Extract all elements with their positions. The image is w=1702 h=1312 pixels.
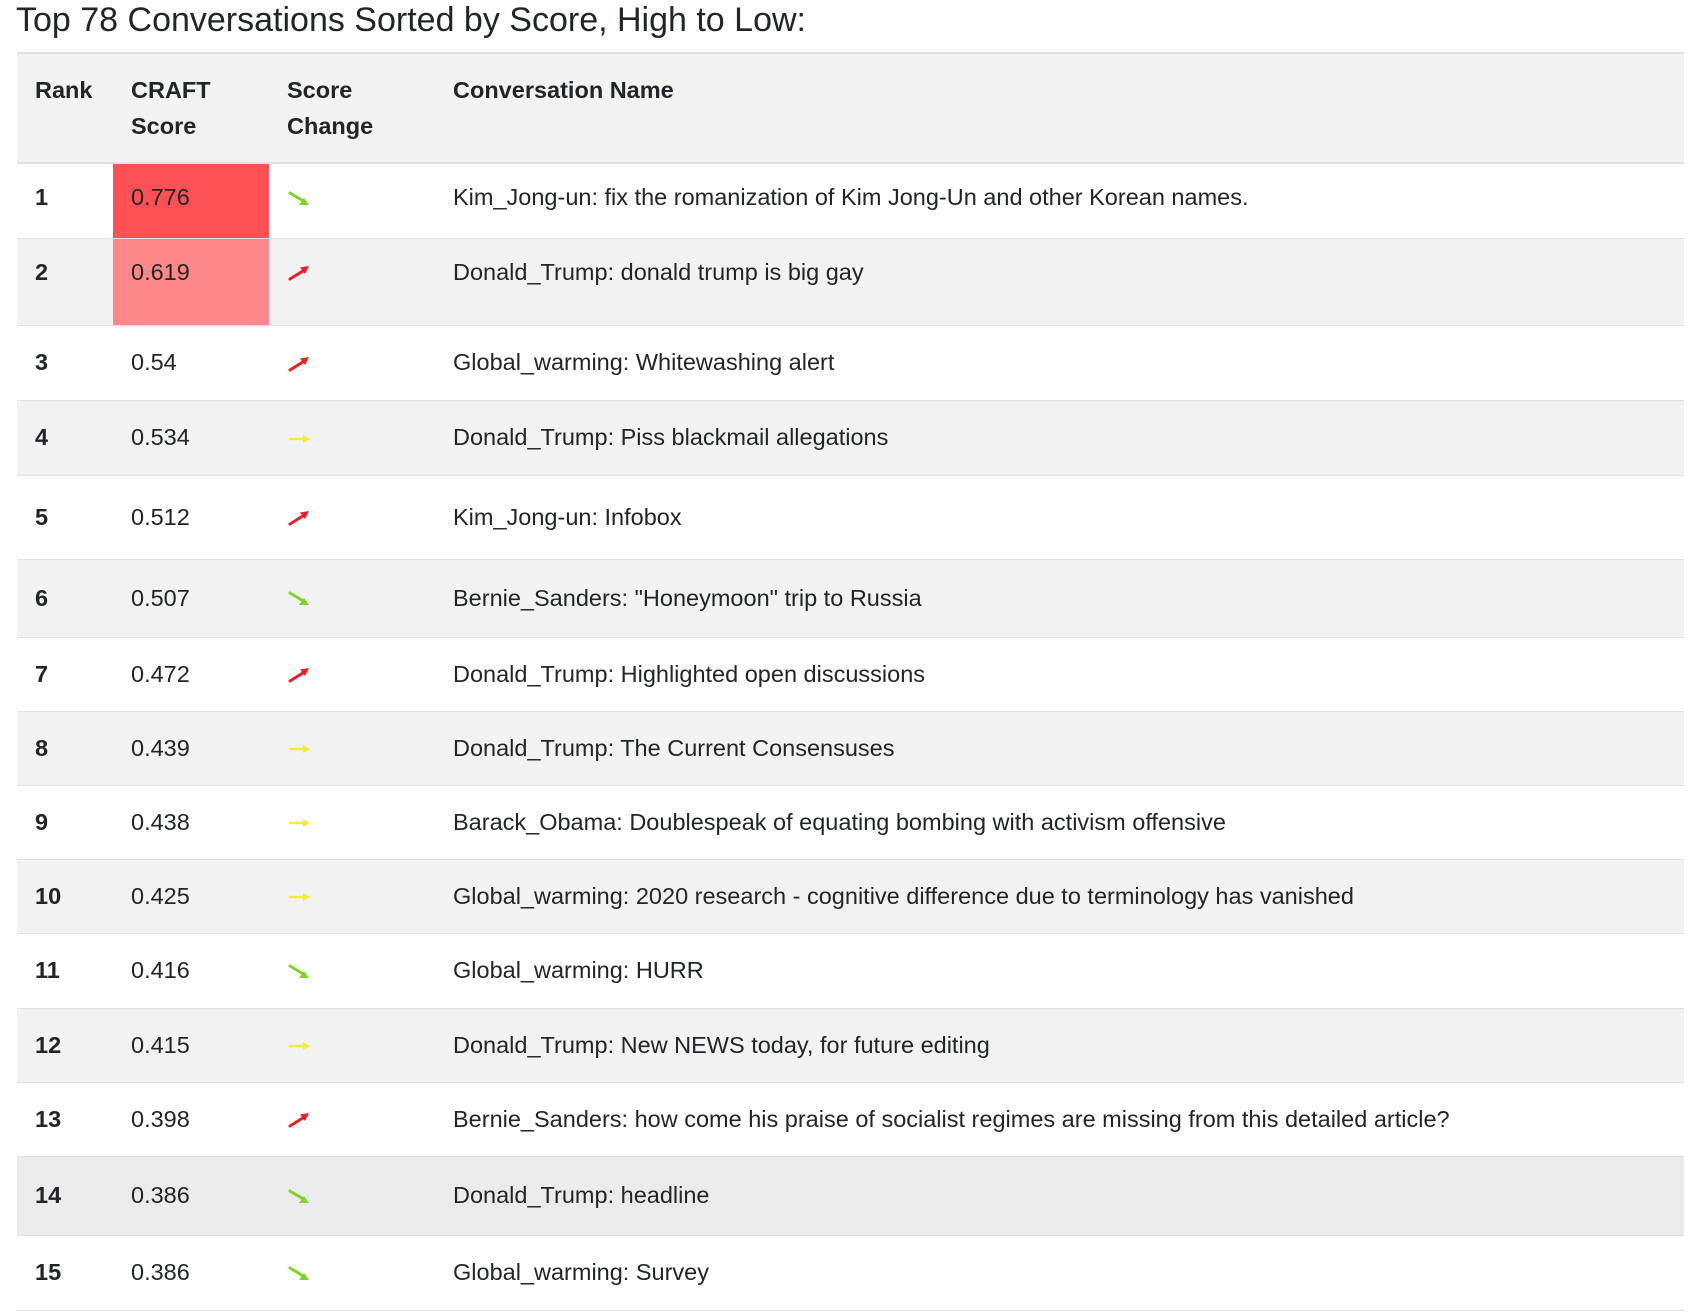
- table-row[interactable]: [17, 785, 1684, 859]
- craft-score-cell: 0.425: [113, 859, 269, 933]
- arrow-up-right-icon: [287, 666, 313, 684]
- craft-score-cell: 0.439: [113, 711, 269, 785]
- craft-score-cell: 0.415: [113, 1008, 269, 1082]
- conversation-name-cell[interactable]: Global_warming: Survey: [435, 1235, 1684, 1310]
- header-rank[interactable]: Rank: [17, 53, 113, 163]
- conversation-name-cell[interactable]: Global_warming: Whitewashing alert: [435, 325, 1684, 400]
- arrow-down-right-icon: [287, 1265, 313, 1283]
- rank-cell: 13: [17, 1082, 113, 1156]
- score-change-cell: [269, 1235, 435, 1310]
- table-row[interactable]: [17, 859, 1684, 933]
- craft-score-cell: 0.398: [113, 1082, 269, 1156]
- rank-cell: 10: [17, 859, 113, 933]
- craft-score-cell: 0.416: [113, 933, 269, 1008]
- score-change-cell: [269, 1008, 435, 1082]
- conversation-name-cell[interactable]: Donald_Trump: donald trump is big gay: [435, 238, 1684, 325]
- arrow-up-right-icon: [287, 264, 313, 282]
- rank-cell: 4: [17, 400, 113, 475]
- conversation-name-cell[interactable]: Donald_Trump: Piss blackmail allegations: [435, 400, 1684, 475]
- arrow-right-icon: [287, 814, 313, 832]
- rank-cell: 14: [17, 1156, 113, 1235]
- rank-cell: 9: [17, 785, 113, 859]
- rank-cell: 2: [17, 238, 113, 325]
- table-row[interactable]: [17, 1082, 1684, 1156]
- arrow-right-icon: [287, 740, 313, 758]
- score-change-cell: [269, 859, 435, 933]
- craft-score-cell: 0.54: [113, 325, 269, 400]
- conversation-name-cell[interactable]: Kim_Jong-un: Infobox: [435, 475, 1684, 559]
- craft-score-cell: 0.472: [113, 637, 269, 711]
- conversation-name-cell[interactable]: Kim_Jong-un: fix the romanization of Kim Jong-Un and other Korean names.: [435, 163, 1684, 238]
- table-row[interactable]: [17, 475, 1684, 559]
- header-craft-score[interactable]: CRAFT Score: [113, 53, 269, 163]
- score-change-cell: [269, 559, 435, 637]
- conversation-name-cell[interactable]: Barack_Obama: Doublespeak of equating bombing with activism offensive: [435, 785, 1684, 859]
- craft-score-cell: 0.619: [113, 238, 269, 325]
- score-change-cell: [269, 400, 435, 475]
- score-change-cell: [269, 238, 435, 325]
- arrow-down-right-icon: [287, 190, 313, 208]
- score-change-cell: [269, 325, 435, 400]
- table-row[interactable]: [17, 163, 1684, 238]
- score-change-cell: [269, 475, 435, 559]
- rank-cell: 6: [17, 559, 113, 637]
- table-row[interactable]: [17, 637, 1684, 711]
- page-title: Top 78 Conversations Sorted by Score, High to Low:: [16, 1, 806, 39]
- conversation-name-cell[interactable]: Donald_Trump: Highlighted open discussions: [435, 637, 1684, 711]
- score-change-cell: [269, 1082, 435, 1156]
- rank-cell: 11: [17, 933, 113, 1008]
- craft-score-cell: 0.386: [113, 1156, 269, 1235]
- rank-cell: 1: [17, 163, 113, 238]
- score-change-cell: [269, 637, 435, 711]
- conversations-table: [17, 52, 1684, 1311]
- rank-cell: 12: [17, 1008, 113, 1082]
- arrow-right-icon: [287, 888, 313, 906]
- table-row[interactable]: [17, 238, 1684, 325]
- arrow-down-right-icon: [287, 590, 313, 608]
- arrow-up-right-icon: [287, 355, 313, 373]
- rank-cell: 15: [17, 1235, 113, 1310]
- conversation-name-cell[interactable]: Bernie_Sanders: how come his praise of socialist regimes are missing from this detailed article?: [435, 1082, 1684, 1156]
- table-row[interactable]: [17, 1235, 1684, 1310]
- arrow-right-icon: [287, 1037, 313, 1055]
- rank-cell: 3: [17, 325, 113, 400]
- table-row[interactable]: [17, 933, 1684, 1008]
- craft-score-cell: 0.438: [113, 785, 269, 859]
- header-row: [17, 53, 1684, 163]
- craft-score-cell: 0.512: [113, 475, 269, 559]
- conversation-name-cell[interactable]: Donald_Trump: New NEWS today, for future editing: [435, 1008, 1684, 1082]
- conversation-name-cell[interactable]: Global_warming: 2020 research - cognitive difference due to terminology has vanished: [435, 859, 1684, 933]
- table-row[interactable]: [17, 1156, 1684, 1235]
- craft-score-cell: 0.534: [113, 400, 269, 475]
- rank-cell: 5: [17, 475, 113, 559]
- conversation-name-cell[interactable]: Bernie_Sanders: "Honeymoon" trip to Russia: [435, 559, 1684, 637]
- rank-cell: 7: [17, 637, 113, 711]
- table-row[interactable]: [17, 711, 1684, 785]
- table-row[interactable]: [17, 559, 1684, 637]
- header-conversation-name[interactable]: Conversation Name: [435, 53, 1684, 163]
- conversation-name-cell[interactable]: Donald_Trump: The Current Consensuses: [435, 711, 1684, 785]
- arrow-right-icon: [287, 430, 313, 448]
- arrow-down-right-icon: [287, 1188, 313, 1206]
- craft-score-cell: 0.507: [113, 559, 269, 637]
- score-change-cell: [269, 163, 435, 238]
- conversation-name-cell[interactable]: Global_warming: HURR: [435, 933, 1684, 1008]
- table-row[interactable]: [17, 325, 1684, 400]
- score-change-cell: [269, 711, 435, 785]
- rank-cell: 8: [17, 711, 113, 785]
- craft-score-cell: 0.386: [113, 1235, 269, 1310]
- table-row[interactable]: [17, 400, 1684, 475]
- arrow-down-right-icon: [287, 963, 313, 981]
- table-body: [17, 163, 1684, 1310]
- arrow-up-right-icon: [287, 509, 313, 527]
- conversation-name-cell[interactable]: Donald_Trump: headline: [435, 1156, 1684, 1235]
- score-change-cell: [269, 933, 435, 1008]
- arrow-up-right-icon: [287, 1111, 313, 1129]
- table-row[interactable]: [17, 1008, 1684, 1082]
- score-change-cell: [269, 785, 435, 859]
- table-header: [17, 53, 1684, 163]
- score-change-cell: [269, 1156, 435, 1235]
- craft-score-cell: 0.776: [113, 163, 269, 238]
- header-score-change[interactable]: Score Change: [269, 53, 435, 163]
